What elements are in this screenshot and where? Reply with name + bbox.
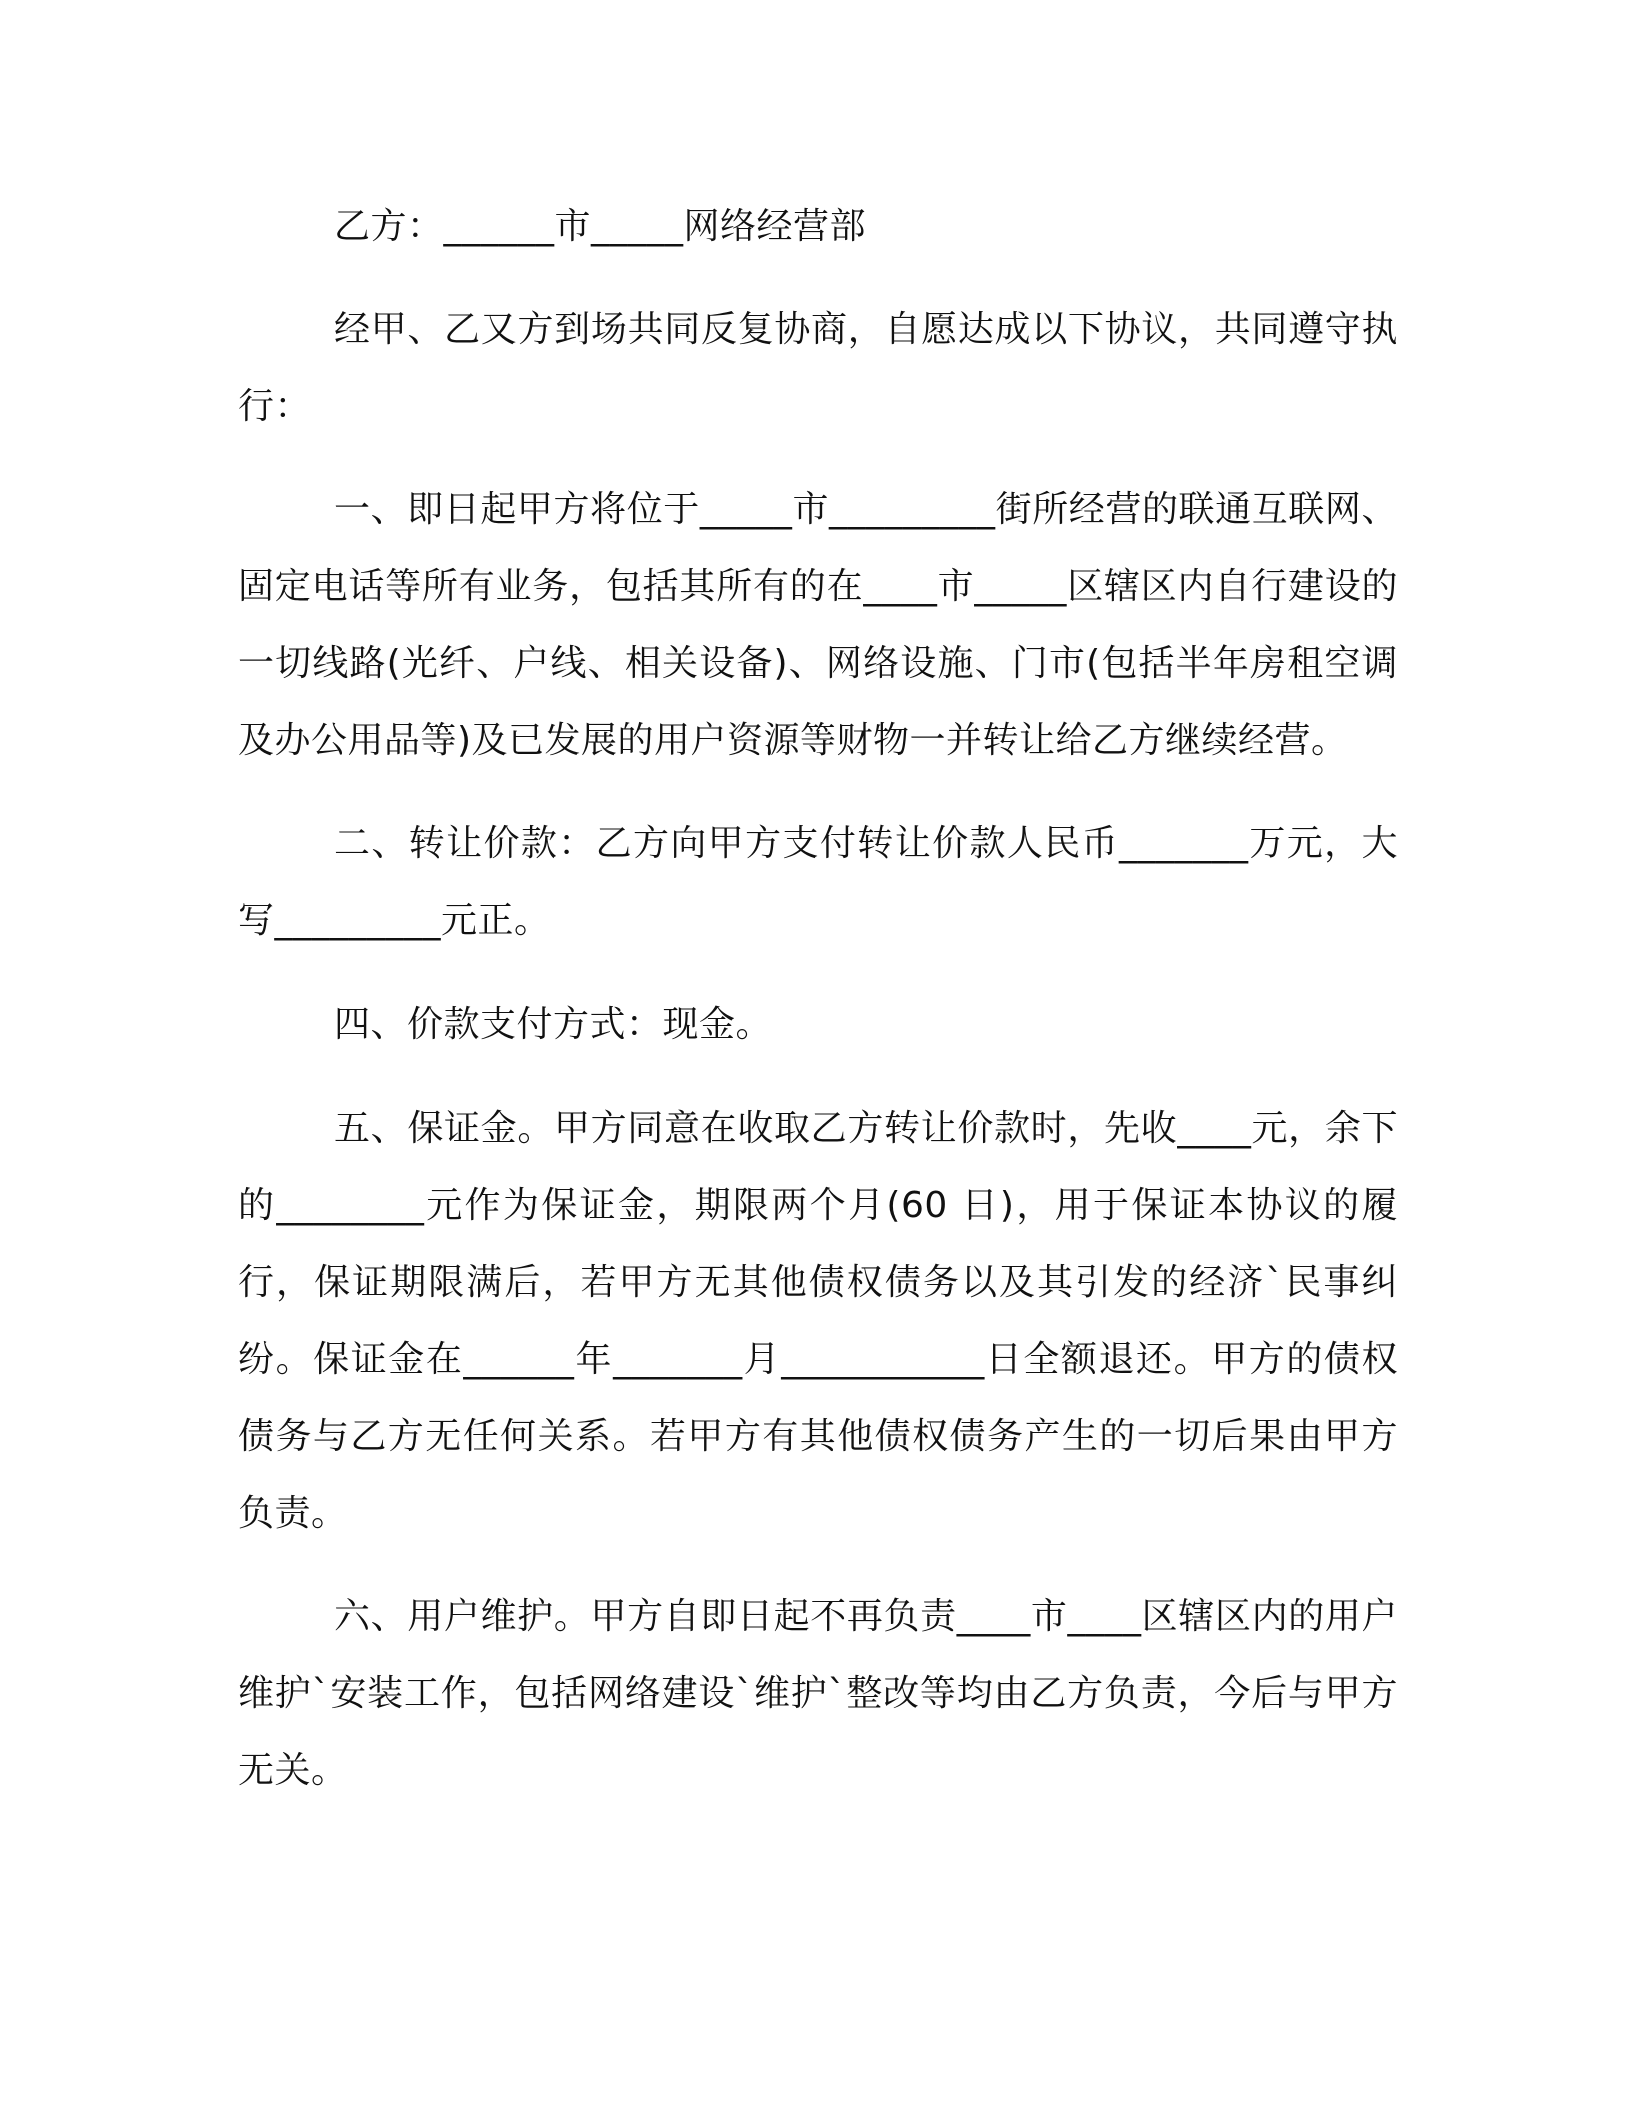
- clause-6-user-maintenance: 六、用户维护。甲方自即日起不再负责____市____区辖区内的用户维护`安装工作，包括网络建设`维护`整改等均由乙方负责，今后与甲方无关。: [238, 1596, 1398, 1791]
- document-body: [238, 188, 1398, 1809]
- clause-5-deposit: 五、保证金。甲方同意在收取乙方转让价款时，先收____元，余下的________元作为保证金，期限两个月(60 日)，用于保证本协议的履行，保证期限满后，若甲方无其他债权债务以及其引发的经济`民事纠纷。保证金在______年_______月___________日全额退还。甲方的债权债务与乙方无任何关系。若甲方有其他债权债务产生的一切后果由甲方负责。: [238, 1108, 1398, 1534]
- agreement-intro: 经甲、乙又方到场共同反复协商，自愿达成以下协议，共同遵守执行：: [238, 309, 1398, 427]
- clause-4-payment-method: 四、价款支付方式：现金。: [334, 1004, 773, 1045]
- clause-2-transfer-price: 二、转让价款：乙方向甲方支付转让价款人民币_______万元，大写_________元正。: [238, 823, 1398, 941]
- clause-1-transfer-scope: 一、即日起甲方将位于_____市_________街所经营的联通互联网、固定电话等所有业务，包括其所有的在____市_____区辖区内自行建设的一切线路(光纤、户线、相关设备)、网络设施、门市(包括半年房租空调及办公用品等)及已发展的用户资源等财物一并转让给乙方继续经营。: [238, 489, 1398, 761]
- party-b-line: 乙方：______市_____网络经营部: [334, 206, 867, 247]
